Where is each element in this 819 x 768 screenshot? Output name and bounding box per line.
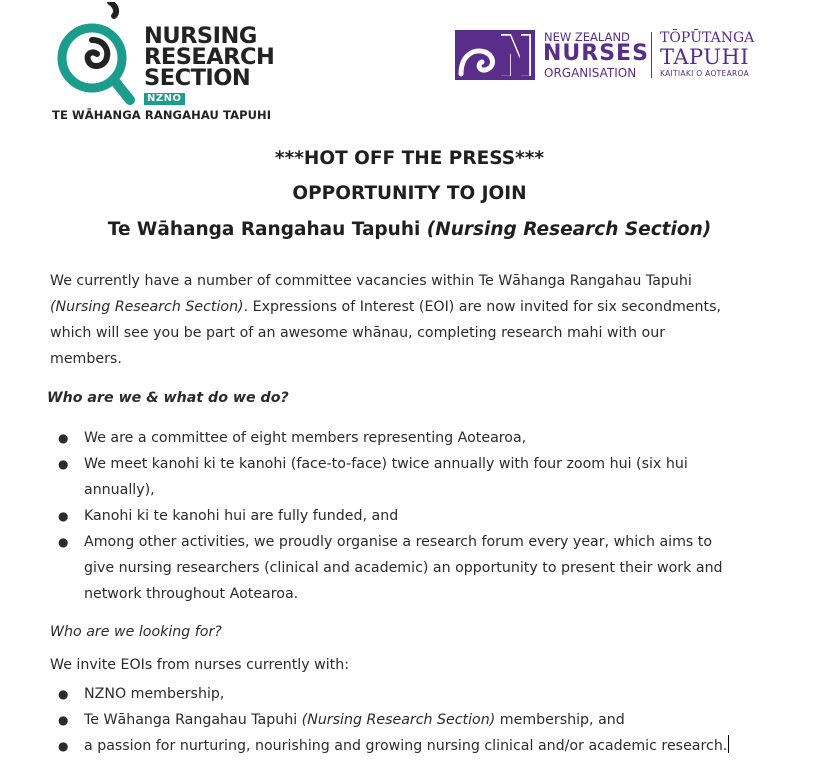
headline-opportunity: OPPORTUNITY TO JOIN: [292, 183, 527, 204]
nzno-nurses-text: NURSES: [543, 41, 649, 66]
headline-maori-name: Te Wāhanga Rangahau Tapuhi: [107, 219, 427, 240]
bullet-icon: ●: [58, 739, 69, 753]
list-item: [0, 451, 723, 503]
list-item-english-name: (Nursing Research Section): [301, 712, 496, 728]
section-heading-looking-for: Who are we looking for?: [50, 624, 222, 640]
logo-divider: [651, 32, 652, 78]
intro-eoi-text: . Expressions of Interest (EOI) are now invited for six secondments,: [243, 299, 721, 315]
list-item-text: annually),: [84, 482, 155, 498]
nzno-logo: [455, 28, 765, 84]
list-item: [0, 681, 729, 707]
nursing-research-section-logo: [52, 2, 292, 124]
list-item-text: [84, 707, 729, 733]
intro-line: [50, 294, 760, 320]
bullet-icon: ●: [58, 535, 69, 549]
intro-paragraph: [50, 268, 760, 372]
bullet-icon: ●: [58, 457, 69, 471]
list-item: [0, 529, 723, 607]
list-item-text: NZNO membership,: [84, 686, 225, 702]
intro-line: members.: [50, 351, 122, 367]
tapuhi-text: TAPUHI: [660, 45, 750, 69]
list-item: [0, 733, 729, 759]
list-item-text: [84, 733, 729, 759]
list-item: [0, 503, 723, 529]
nzno-new-zealand-text: NEW ZEALAND: [544, 30, 630, 44]
text-cursor: [728, 735, 729, 753]
list-item-rest: membership, and: [495, 712, 625, 728]
nrs-line-2: RESEARCH: [144, 44, 275, 70]
toputanga-text: TŌPŪTANGA: [660, 30, 755, 46]
list-item-text: Among other activities, we proudly organise a research forum every year, which aims to: [84, 534, 713, 550]
list-item-text-passion: a passion for nurturing, nourishing and growing nursing clinical and/or academic research.: [84, 738, 728, 754]
intro-line: We currently have a number of committee vacancies within Te Wāhanga Rangahau Tapuhi: [50, 273, 692, 289]
bullet-icon: ●: [58, 431, 69, 445]
headline-english-name: (Nursing Research Section): [426, 219, 712, 240]
who-are-we-list: [0, 425, 723, 607]
list-item-text: Kanohi ki te kanohi hui are fully funded, and: [84, 508, 399, 524]
nrs-wordmark: [144, 23, 275, 91]
nzno-organisation-text: ORGANISATION: [544, 66, 637, 80]
headline-section-name: [0, 219, 819, 240]
list-item-maori-name: Te Wāhanga Rangahau Tapuhi: [84, 712, 302, 728]
bullet-icon: ●: [58, 687, 69, 701]
nzno-koru-mark-icon: [455, 30, 535, 80]
list-item: [0, 425, 723, 451]
list-item: [0, 707, 729, 733]
headline-hot-off-press: ***HOT OFF THE PRESS***: [274, 148, 545, 169]
list-item-text: network throughout Aotearoa.: [84, 586, 299, 602]
intro-section-name: (Nursing Research Section): [50, 299, 244, 315]
list-item-text: We meet kanohi ki te kanohi (face-to-face) twice annually with four zoom hui (six hui: [84, 456, 688, 472]
invite-text: We invite EOIs from nurses currently with:: [50, 657, 349, 673]
koru-magnifier-icon: [52, 2, 142, 112]
bullet-icon: ●: [58, 713, 69, 727]
nrs-line-1: NURSING: [144, 23, 257, 49]
nzno-badge: NZNO: [144, 93, 185, 105]
kaitiaki-text: KAITIAKI O AOTEAROA: [660, 69, 750, 78]
section-heading-who-are-we: Who are we & what do we do?: [47, 390, 289, 406]
bullet-icon: ●: [58, 509, 69, 523]
looking-for-list: [0, 681, 729, 759]
list-item-text: give nursing researchers (clinical and academic) an opportunity to present their work and: [84, 560, 723, 576]
nrs-line-3: SECTION: [144, 65, 251, 91]
list-item-text: We are a committee of eight members representing Aotearoa,: [84, 430, 527, 446]
nrs-maori-name: TE WĀHANGA RANGAHAU TAPUHI: [52, 108, 272, 122]
intro-line: which will see you be part of an awesome whānau, completing research mahi with our: [50, 325, 666, 341]
